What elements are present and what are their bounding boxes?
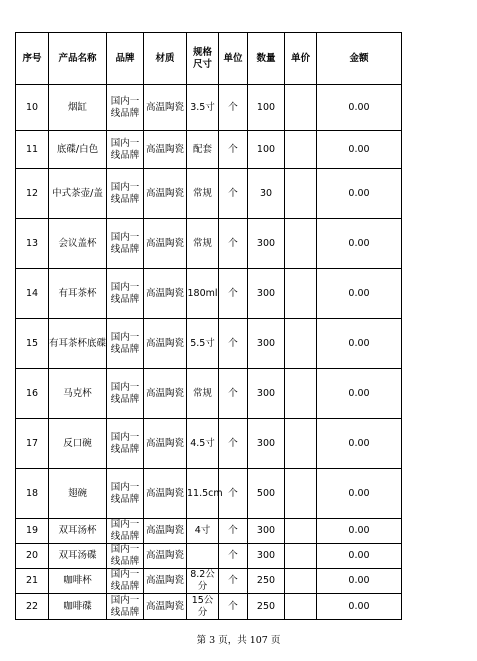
cell-no: 15 bbox=[16, 319, 49, 369]
cell-qty: 300 bbox=[248, 219, 285, 269]
cell-unit: 个 bbox=[219, 469, 248, 519]
header-name: 产品名称 bbox=[49, 33, 107, 85]
cell-unit: 个 bbox=[219, 269, 248, 319]
cell-qty: 500 bbox=[248, 469, 285, 519]
cell-qty: 100 bbox=[248, 85, 285, 131]
cell-spec: 11.5cm bbox=[187, 469, 219, 519]
cell-name: 有耳茶杯 bbox=[49, 269, 107, 319]
cell-no: 14 bbox=[16, 269, 49, 319]
cell-unit: 个 bbox=[219, 219, 248, 269]
table-body bbox=[16, 85, 402, 620]
cell-brand: 国内一线品牌 bbox=[107, 544, 144, 569]
cell-unit: 个 bbox=[219, 569, 248, 594]
header-spec-line1: 规格 bbox=[192, 46, 212, 58]
table-row bbox=[16, 569, 402, 594]
cell-material: 高温陶瓷 bbox=[144, 85, 187, 131]
cell-price bbox=[285, 319, 317, 369]
cell-name: 中式茶壶/盖 bbox=[49, 169, 107, 219]
table-row bbox=[16, 544, 402, 569]
table-row bbox=[16, 219, 402, 269]
cell-amount: 0.00 bbox=[317, 369, 402, 419]
table-row bbox=[16, 169, 402, 219]
product-table bbox=[15, 32, 402, 620]
cell-amount: 0.00 bbox=[317, 169, 402, 219]
cell-material: 高温陶瓷 bbox=[144, 131, 187, 169]
cell-price bbox=[285, 419, 317, 469]
cell-spec: 15公分 bbox=[187, 594, 219, 620]
table-row bbox=[16, 594, 402, 620]
header-unit: 单位 bbox=[219, 33, 248, 85]
cell-price bbox=[285, 131, 317, 169]
cell-no: 11 bbox=[16, 131, 49, 169]
cell-material: 高温陶瓷 bbox=[144, 219, 187, 269]
cell-price bbox=[285, 269, 317, 319]
cell-amount: 0.00 bbox=[317, 419, 402, 469]
table-row bbox=[16, 419, 402, 469]
cell-name: 翅碗 bbox=[49, 469, 107, 519]
cell-material: 高温陶瓷 bbox=[144, 569, 187, 594]
cell-name: 有耳茶杯底碟 bbox=[49, 319, 107, 369]
cell-material: 高温陶瓷 bbox=[144, 369, 187, 419]
cell-qty: 100 bbox=[248, 131, 285, 169]
cell-no: 22 bbox=[16, 594, 49, 620]
cell-spec: 3.5寸 bbox=[187, 85, 219, 131]
header-qty: 数量 bbox=[248, 33, 285, 85]
cell-material: 高温陶瓷 bbox=[144, 269, 187, 319]
cell-material: 高温陶瓷 bbox=[144, 169, 187, 219]
cell-brand: 国内一线品牌 bbox=[107, 319, 144, 369]
cell-spec: 常规 bbox=[187, 219, 219, 269]
cell-spec: 180ml bbox=[187, 269, 219, 319]
cell-brand: 国内一线品牌 bbox=[107, 519, 144, 544]
header-brand: 品牌 bbox=[107, 33, 144, 85]
cell-spec: 常规 bbox=[187, 369, 219, 419]
cell-qty: 300 bbox=[248, 269, 285, 319]
cell-amount: 0.00 bbox=[317, 269, 402, 319]
cell-spec: 5.5寸 bbox=[187, 319, 219, 369]
cell-unit: 个 bbox=[219, 319, 248, 369]
cell-amount: 0.00 bbox=[317, 219, 402, 269]
header-no: 序号 bbox=[16, 33, 49, 85]
cell-material: 高温陶瓷 bbox=[144, 544, 187, 569]
cell-material: 高温陶瓷 bbox=[144, 469, 187, 519]
cell-unit: 个 bbox=[219, 169, 248, 219]
cell-unit: 个 bbox=[219, 131, 248, 169]
cell-material: 高温陶瓷 bbox=[144, 419, 187, 469]
cell-qty: 300 bbox=[248, 544, 285, 569]
page-footer: 第 3 页，共 107 页 bbox=[196, 635, 281, 646]
cell-no: 13 bbox=[16, 219, 49, 269]
cell-no: 20 bbox=[16, 544, 49, 569]
cell-no: 18 bbox=[16, 469, 49, 519]
cell-spec: 8.2公分 bbox=[187, 569, 219, 594]
cell-amount: 0.00 bbox=[317, 469, 402, 519]
cell-unit: 个 bbox=[219, 544, 248, 569]
cell-brand: 国内一线品牌 bbox=[107, 369, 144, 419]
cell-qty: 30 bbox=[248, 169, 285, 219]
cell-spec: 配套 bbox=[187, 131, 219, 169]
cell-spec: 4.5寸 bbox=[187, 419, 219, 469]
cell-price bbox=[285, 544, 317, 569]
cell-unit: 个 bbox=[219, 85, 248, 131]
table-row bbox=[16, 269, 402, 319]
table-row bbox=[16, 519, 402, 544]
cell-brand: 国内一线品牌 bbox=[107, 131, 144, 169]
cell-brand: 国内一线品牌 bbox=[107, 569, 144, 594]
cell-spec: 4寸 bbox=[187, 519, 219, 544]
cell-no: 17 bbox=[16, 419, 49, 469]
cell-qty: 300 bbox=[248, 519, 285, 544]
cell-price bbox=[285, 594, 317, 620]
table-row bbox=[16, 131, 402, 169]
cell-amount: 0.00 bbox=[317, 319, 402, 369]
cell-unit: 个 bbox=[219, 519, 248, 544]
cell-qty: 250 bbox=[248, 594, 285, 620]
cell-unit: 个 bbox=[219, 369, 248, 419]
cell-material: 高温陶瓷 bbox=[144, 319, 187, 369]
cell-name: 双耳汤碟 bbox=[49, 544, 107, 569]
cell-price bbox=[285, 369, 317, 419]
table-row bbox=[16, 85, 402, 131]
cell-price bbox=[285, 469, 317, 519]
cell-price bbox=[285, 169, 317, 219]
cell-no: 16 bbox=[16, 369, 49, 419]
cell-price bbox=[285, 569, 317, 594]
header-material: 材质 bbox=[144, 33, 187, 85]
cell-price bbox=[285, 85, 317, 131]
cell-qty: 250 bbox=[248, 569, 285, 594]
cell-unit: 个 bbox=[219, 419, 248, 469]
cell-brand: 国内一线品牌 bbox=[107, 419, 144, 469]
cell-name: 咖啡杯 bbox=[49, 569, 107, 594]
cell-name: 底碟/白色 bbox=[49, 131, 107, 169]
table-row bbox=[16, 319, 402, 369]
cell-brand: 国内一线品牌 bbox=[107, 269, 144, 319]
cell-amount: 0.00 bbox=[317, 519, 402, 544]
cell-qty: 300 bbox=[248, 369, 285, 419]
cell-brand: 国内一线品牌 bbox=[107, 169, 144, 219]
cell-qty: 300 bbox=[248, 319, 285, 369]
cell-amount: 0.00 bbox=[317, 131, 402, 169]
header-amount: 金额 bbox=[317, 33, 402, 85]
cell-name: 双耳汤杯 bbox=[49, 519, 107, 544]
cell-brand: 国内一线品牌 bbox=[107, 219, 144, 269]
cell-name: 会议盖杯 bbox=[49, 219, 107, 269]
cell-name: 咖啡碟 bbox=[49, 594, 107, 620]
table-row bbox=[16, 469, 402, 519]
cell-brand: 国内一线品牌 bbox=[107, 469, 144, 519]
header-spec-line2: 尺寸 bbox=[192, 58, 212, 70]
cell-no: 19 bbox=[16, 519, 49, 544]
cell-price bbox=[285, 219, 317, 269]
cell-amount: 0.00 bbox=[317, 85, 402, 131]
cell-price bbox=[285, 519, 317, 544]
cell-spec bbox=[187, 544, 219, 569]
cell-name: 马克杯 bbox=[49, 369, 107, 419]
cell-spec: 常规 bbox=[187, 169, 219, 219]
cell-material: 高温陶瓷 bbox=[144, 519, 187, 544]
cell-amount: 0.00 bbox=[317, 544, 402, 569]
cell-brand: 国内一线品牌 bbox=[107, 85, 144, 131]
cell-amount: 0.00 bbox=[317, 569, 402, 594]
cell-name: 烟缸 bbox=[49, 85, 107, 131]
cell-brand: 国内一线品牌 bbox=[107, 594, 144, 620]
cell-material: 高温陶瓷 bbox=[144, 594, 187, 620]
cell-amount: 0.00 bbox=[317, 594, 402, 620]
cell-qty: 300 bbox=[248, 419, 285, 469]
table-row bbox=[16, 369, 402, 419]
cell-unit: 个 bbox=[219, 594, 248, 620]
table-header-row bbox=[16, 33, 402, 85]
cell-no: 12 bbox=[16, 169, 49, 219]
header-price: 单价 bbox=[285, 33, 317, 85]
header-spec bbox=[187, 33, 219, 85]
cell-no: 21 bbox=[16, 569, 49, 594]
cell-no: 10 bbox=[16, 85, 49, 131]
cell-name: 反口碗 bbox=[49, 419, 107, 469]
